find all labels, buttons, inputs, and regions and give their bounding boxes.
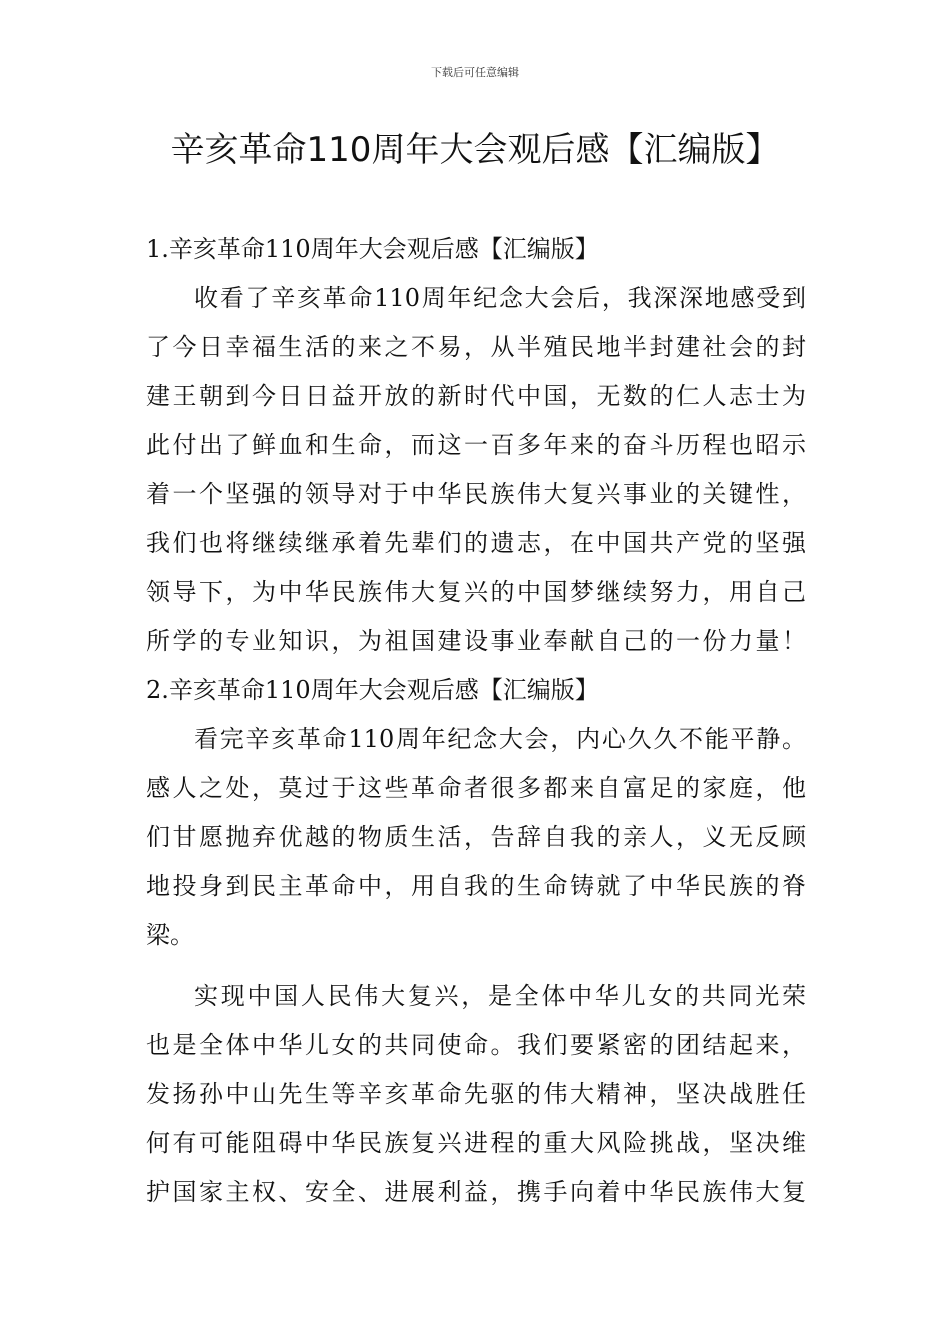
paragraph-line: 着一个坚强的领导对于中华民族伟大复兴事业的关键性， <box>146 480 806 508</box>
paragraph-line: 梁。 <box>146 921 194 949</box>
document-body <box>146 225 806 1217</box>
section-heading: 2.辛亥革命110周年大会观后感【汇编版】 <box>146 676 599 704</box>
paragraph-line: 地投身到民主革命中，用自我的生命铸就了中华民族的脊 <box>146 872 806 900</box>
paragraph-spacer <box>146 960 806 972</box>
paragraph-line: 此付出了鲜血和生命，而这一百多年来的奋斗历程也昭示 <box>146 431 806 459</box>
paragraph-line: 所学的专业知识，为祖国建设事业奉献自己的一份力量！ <box>146 627 806 655</box>
section-heading: 1.辛亥革命110周年大会观后感【汇编版】 <box>146 235 599 263</box>
paragraph-line: 收看了辛亥革命110周年纪念大会后，我深深地感受到 <box>194 284 806 312</box>
paragraph-line: 何有可能阻碍中华民族复兴进程的重大风险挑战，坚决维 <box>146 1129 806 1157</box>
paragraph-line: 领导下，为中华民族伟大复兴的中国梦继续努力，用自己 <box>146 578 806 606</box>
paragraph-line: 护国家主权、安全、进展利益，携手向着中华民族伟大复 <box>146 1178 806 1206</box>
paragraph-line: 发扬孙中山先生等辛亥革命先驱的伟大精神，坚决战胜任 <box>146 1080 806 1108</box>
paragraph-line: 我们也将继续继承着先辈们的遗志，在中国共产党的坚强 <box>146 529 806 557</box>
paragraph-line: 了今日幸福生活的来之不易，从半殖民地半封建社会的封 <box>146 333 806 361</box>
paragraph <box>146 972 806 1217</box>
paragraph-line: 建王朝到今日日益开放的新时代中国，无数的仁人志士为 <box>146 382 806 410</box>
document-title: 辛亥革命110周年大会观后感【汇编版】 <box>170 130 780 170</box>
paragraph-line: 感人之处，莫过于这些革命者很多都来自富足的家庭，他 <box>146 774 806 802</box>
header-note: 下载后可任意编辑 <box>431 66 519 79</box>
paragraph-line: 看完辛亥革命110周年纪念大会，内心久久不能平静。 <box>194 725 806 753</box>
paragraph <box>146 715 806 960</box>
paragraph <box>146 274 806 666</box>
paragraph-line: 实现中国人民伟大复兴，是全体中华儿女的共同光荣 <box>194 982 806 1010</box>
paragraph-line: 们甘愿抛弃优越的物质生活，告辞自我的亲人，义无反顾 <box>146 823 806 851</box>
paragraph-line: 也是全体中华儿女的共同使命。我们要紧密的团结起来， <box>146 1031 806 1059</box>
